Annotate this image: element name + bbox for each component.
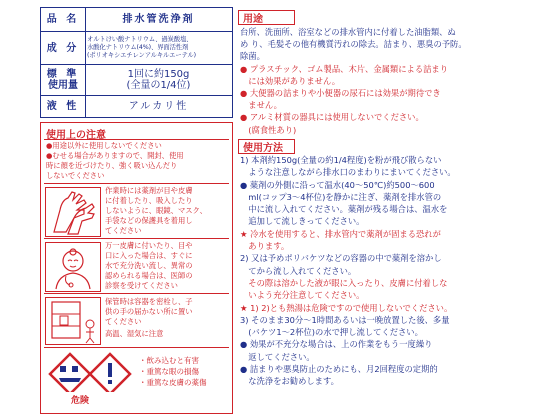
text-line: 除菌。 [240, 51, 265, 62]
text-line: ● プラスチック、ゴム製品、木片、金属類による詰まり [240, 63, 449, 74]
divider [44, 238, 229, 239]
text-line: (バケツ1〜2杯位)の水で押し流してください。 [240, 327, 423, 338]
text-line: には効果がありません。 [240, 75, 341, 86]
caution-line: 手袋などの保護具を着用し [105, 216, 193, 225]
caution-block-protect [105, 186, 207, 236]
text-line: 1) 本剤約150g(全量の約1/4程度)を粉が飛び散らない [240, 155, 442, 165]
text-line: め り、毛髪その他有機質汚れの除去。詰まり、悪臭の予防。 [240, 39, 467, 50]
storage-icon [45, 297, 101, 345]
hazard-statements [139, 355, 207, 388]
text-line: 返してください。 [240, 351, 315, 362]
text-line: ● 大便器の詰まりや小便器の尿石には効果が期待でき [240, 88, 441, 99]
text-line: ★ 1) 2)とも熱湯は危険ですので使用しないでください。 [240, 302, 453, 313]
caution-line: 保管時は容器を密栓し、子 [105, 297, 193, 306]
spec-row-amount [41, 65, 232, 96]
caution-line: 口に入った場合は、すぐに [105, 251, 193, 260]
spec-label: 品 名 [41, 8, 86, 31]
spec-row-name [41, 8, 232, 32]
exclamation-icon [87, 352, 133, 392]
caution-title: 使用上の注意 [46, 130, 106, 141]
caution-line: しないでください [46, 171, 105, 180]
text-line: ません。 [240, 100, 282, 111]
spec-row-ingredients [41, 32, 232, 65]
divider [44, 183, 229, 184]
ingredient-line: 水酸化ナトリウム(4%)、界面活性剤 [87, 44, 189, 51]
spec-value-line: (全量の1/4位) [126, 80, 191, 91]
spec-label: 液 性 [41, 96, 86, 117]
caution-line: 供の手の届かない所に置い [105, 307, 193, 316]
text-line: てから流し入れてください。 [240, 265, 357, 276]
ingredient-line: オルトけい酸ナトリウム、過炭酸塩、 [87, 36, 193, 43]
caution-line: てください [105, 317, 142, 326]
text-line: ● 詰まりや悪臭防止のためにも、月2回程度の定期的 [240, 364, 438, 375]
spec-label-line: 使用量 [48, 80, 78, 91]
spec-label: 成 分 [41, 32, 86, 64]
caution-line: 万一皮膚に付いたり、目や [105, 241, 193, 250]
text-line: ような注意しながら排水口のまわりにまいてください。 [240, 167, 456, 178]
hazard-line: ・飲み込むと有害 [139, 356, 199, 365]
usage-heading: 用途 [238, 10, 295, 25]
text-line: 3) そのまま30分〜1時間あるいは一晩放置した後、多量 [240, 314, 450, 325]
spec-value [87, 65, 230, 95]
caution-line: 診察を受けてください [105, 281, 178, 290]
hazard-line: ・重篤な眼の損傷 [139, 367, 199, 376]
spec-value-line: 1回に約150g [127, 69, 190, 80]
text-line: ★ 冷水を使用すると、排水管内で薬剤が固まる恐れが [240, 228, 441, 239]
text-line: ● アルミ材質の器具には使用しないでください。 [240, 112, 424, 123]
hazard-line: ・重篤な皮膚の薬傷 [139, 378, 207, 387]
text-line: ● 効果が不充分な場合は、上の作業をもう一度繰り [240, 339, 433, 350]
divider [44, 347, 229, 348]
caution-line: しないように、眼鏡、マスク、 [105, 206, 207, 215]
caution-line: に付着したり、吸入したり [105, 196, 193, 205]
spec-label-line: 標 準 [46, 69, 80, 80]
spec-value [87, 32, 230, 64]
method-body [240, 154, 558, 388]
text-line: ml(コップ3〜4杯位)を静かに注ぎ、薬剤を排水管の [240, 191, 442, 202]
text-line: その際は溶かした液が眼に入ったり、皮膚に付着しな [240, 277, 448, 288]
ingredient-line: (ポリオキシエチレンアルキルエーテル) [87, 52, 197, 59]
divider [44, 139, 229, 140]
spec-label [41, 65, 86, 95]
spec-value: 排水管洗浄剤 [122, 14, 195, 25]
caution-block-firstaid [105, 241, 193, 291]
caution-box [40, 122, 233, 414]
caution-line: 時に顔を近づけたり、強く吸い込んだり [46, 161, 178, 170]
caution-line: てください [105, 226, 142, 235]
text-line: あります。 [240, 241, 290, 252]
method-heading: 使用方法 [238, 139, 295, 154]
text-line: ● 薬剤の外側に沿って温水(40〜50℃)約500〜600 [240, 179, 435, 190]
caution-line: 水で充分洗い流し、異常の [105, 261, 193, 270]
usage-body [240, 26, 558, 136]
text-line: な洗浄をお勧めします。 [240, 376, 339, 387]
spec-table [40, 7, 233, 118]
caution-block-storage [105, 297, 193, 339]
caution-line: 認められる場合は、医師の [105, 271, 193, 280]
doctor-icon [45, 242, 101, 292]
text-line: 追加して流しきってください。 [240, 216, 365, 227]
text-line: (腐食性あり) [240, 124, 297, 135]
text-line: 2) 又は予めポリバケツなどの容器の中で薬剤を溶かし [240, 253, 442, 264]
text-line: 台所、洗面所、浴室などの排水管内に付着した油脂類、ぬ [240, 27, 456, 37]
caution-line: ●用途以外に使用しないでください [46, 141, 162, 150]
gloves-icon [45, 187, 101, 237]
spec-value: アルカリ性 [128, 101, 189, 112]
text-line: 中に流し入れてください。薬剤が残る場合は、温水を [240, 204, 448, 215]
hazard-label: 危険 [71, 396, 90, 406]
caution-top [46, 141, 184, 181]
caution-line: 作業時には薬剤が目や皮膚 [105, 186, 193, 195]
caution-line: ●むせる場合がありますので、開封、使用 [46, 151, 184, 160]
text-line: いよう充分注意してください。 [240, 290, 365, 301]
spec-row-ph [41, 96, 232, 117]
caution-line: 高温、湿気に注意 [105, 329, 164, 338]
divider [44, 293, 229, 294]
